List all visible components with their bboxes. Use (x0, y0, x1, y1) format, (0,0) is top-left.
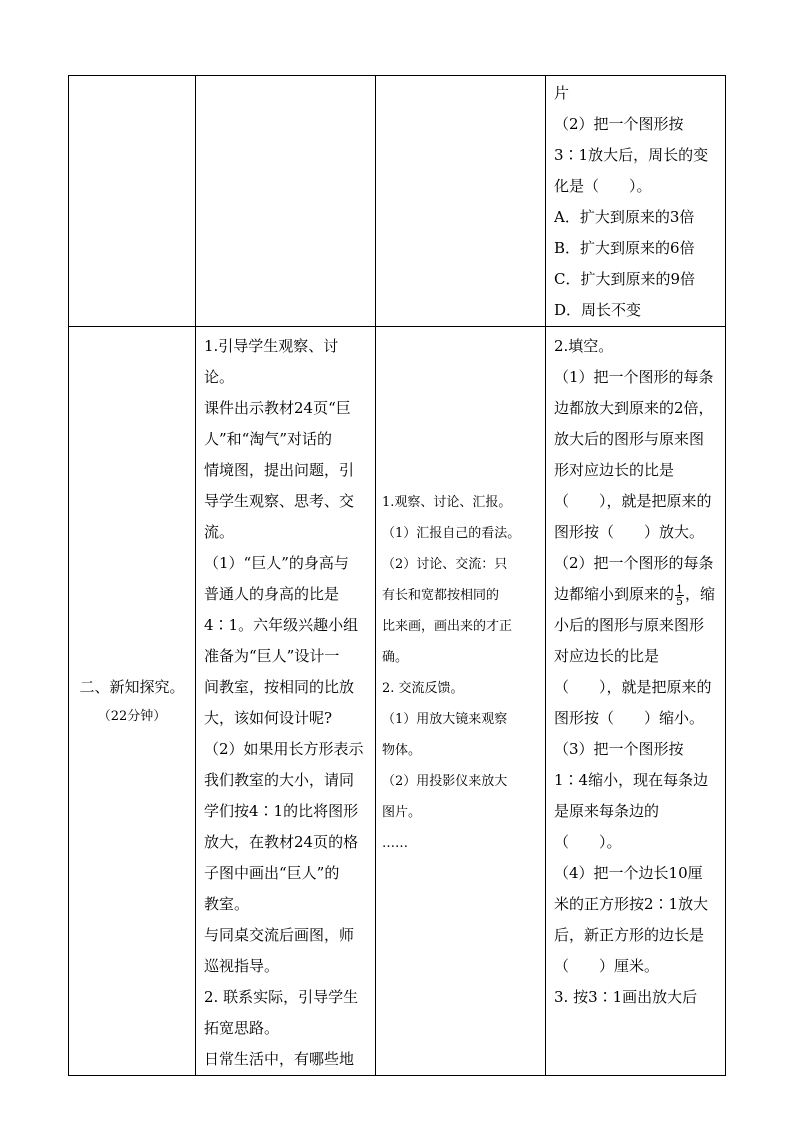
student-line: 物体。 (382, 743, 422, 758)
teacher-line: 1.引导学生观察、讨论。 (204, 337, 339, 386)
exercise-line: 是原来每条边的 (554, 802, 660, 820)
exercise-line: 形对应边长的比是 (554, 461, 675, 479)
exercise-line: 1∶4缩小，现在每条边 (554, 771, 709, 789)
teacher-line: （2）如果用长方形表示 (204, 740, 364, 758)
teacher-line: 大，该如何设计呢? (204, 709, 333, 727)
student-line: 1.观察、讨论、汇报。 (382, 495, 512, 510)
student-activity-text (382, 487, 539, 859)
exercise-line: 边都放大到原来的2倍， (554, 399, 714, 417)
exercise-line: 3∶1放大后，周长的变 (554, 146, 709, 164)
exercise-line: 米的正方形按2∶1放大 (554, 895, 709, 913)
student-line: 图片。 (382, 805, 422, 820)
lesson-plan-table (68, 75, 726, 1076)
teacher-activity-cell (196, 327, 376, 1076)
table-row (69, 76, 726, 327)
teacher-line: 课件出示教材24页“巨 (204, 399, 351, 417)
teacher-line: 2. 联系实际，引导学生 (204, 988, 359, 1006)
teacher-line: 日常生活中，有哪些地 (204, 1050, 355, 1068)
exercise-line: 对应边长的比是 (554, 647, 660, 665)
teacher-line: （1）“巨人”的身高与 (204, 554, 349, 572)
exercise-line: 片 (554, 84, 570, 102)
section-cell (69, 327, 196, 1076)
exercise-line: （ ）。 (554, 833, 622, 851)
student-line: 确。 (382, 650, 409, 665)
exercise-line: 小后的图形与原来图形 (554, 616, 705, 634)
table-row (69, 327, 726, 1076)
row1-student-cell (376, 76, 546, 327)
teacher-line: 4∶1。六年级兴趣小组 (204, 616, 359, 634)
student-activity-cell (376, 327, 546, 1076)
teacher-line: 间教室，按相同的比放 (204, 678, 355, 696)
row1-exercise-cell (546, 76, 726, 327)
teacher-line: 巡视指导。 (204, 957, 280, 975)
row1-section-cell (69, 76, 196, 327)
teacher-line: 普通人的身高的比是 (204, 585, 340, 603)
fraction-denominator: 5 (676, 594, 684, 608)
exercise-line: 3. 按3∶1画出放大后 (554, 988, 698, 1006)
teacher-line: 准备为“巨人”设计一 (204, 647, 340, 665)
teacher-line: 情境图，提出问题，引 (204, 461, 355, 479)
student-line: （1）汇报自己的看法。 (382, 526, 521, 541)
student-line: （1）用放大镜来观察 (382, 712, 508, 727)
exercise-line: （2）把一个图形的每条 (554, 554, 714, 572)
exercise-line: （ ）厘米。 (554, 957, 660, 975)
student-line: 2. 交流反馈。 (382, 681, 464, 696)
exercise-line: （2）把一个图形按 (554, 115, 684, 133)
teacher-activity-text (196, 327, 375, 1075)
fraction-line (554, 579, 717, 610)
exercise-line: A．扩大到原来的3倍 (554, 208, 695, 226)
teacher-line: 与同桌交流后画图，师 (204, 926, 355, 944)
student-line: …… (382, 836, 408, 851)
fraction-line-suffix: ，缩 (685, 585, 716, 603)
exercise-line: （4）把一个边长10厘 (554, 864, 703, 882)
teacher-line: 导学生观察、思考、交 (204, 492, 355, 510)
exercise-line: 图形按（ ）放大。 (554, 523, 705, 541)
exercise-line: 放大后的图形与原来图 (554, 430, 705, 448)
student-line: 有长和宽都按相同的 (382, 588, 500, 603)
student-line: （2）讨论、交流：只 (382, 557, 508, 572)
exercise-line: （ ），就是把原来的 (554, 678, 712, 696)
exercise-line: 图形按（ ）缩小。 (554, 709, 705, 727)
exercise-line: 后，新正方形的边长是 (554, 926, 705, 944)
teacher-line: 放大，在教材24页的格 (204, 833, 359, 851)
student-line: 比来画，画出来的才正 (382, 619, 513, 634)
exercise-line: D．周长不变 (554, 301, 642, 319)
teacher-line: 流。 (204, 523, 235, 541)
fraction-one-fifth (675, 584, 684, 607)
teacher-line: 学们按4∶1的比将图形 (204, 802, 359, 820)
teacher-line: 我们教室的大小，请同 (204, 771, 355, 789)
teacher-line: 教室。 (204, 895, 250, 913)
teacher-line: 拓宽思路。 (204, 1019, 280, 1037)
fraction-line-prefix: 边都缩小到原来的 (554, 585, 675, 603)
exercise-line: B．扩大到原来的6倍 (554, 239, 695, 257)
row1-exercise-text (546, 76, 725, 326)
section-title: 二、新知探究。 (79, 677, 185, 696)
fraction-numerator: 1 (676, 582, 684, 596)
row1-teacher-cell (196, 76, 376, 327)
teacher-line: 人”和“淘气”对话的 (204, 430, 333, 448)
exercise-line: （3）把一个图形按 (554, 740, 684, 758)
teacher-line: 子图中画出“巨人”的 (204, 864, 340, 882)
exercise-text (546, 327, 725, 1013)
exercise-line: （ ），就是把原来的 (554, 492, 712, 510)
section-time: （22分钟） (97, 708, 167, 724)
exercise-line: 化是（ ）。 (554, 177, 652, 195)
exercise-line: C．扩大到原来的9倍 (554, 270, 696, 288)
exercise-line: （1）把一个图形的每条 (554, 368, 714, 386)
exercise-cell (546, 327, 726, 1076)
exercise-line: 2.填空。 (554, 337, 614, 355)
student-line: （2）用投影仪来放大 (382, 774, 508, 789)
